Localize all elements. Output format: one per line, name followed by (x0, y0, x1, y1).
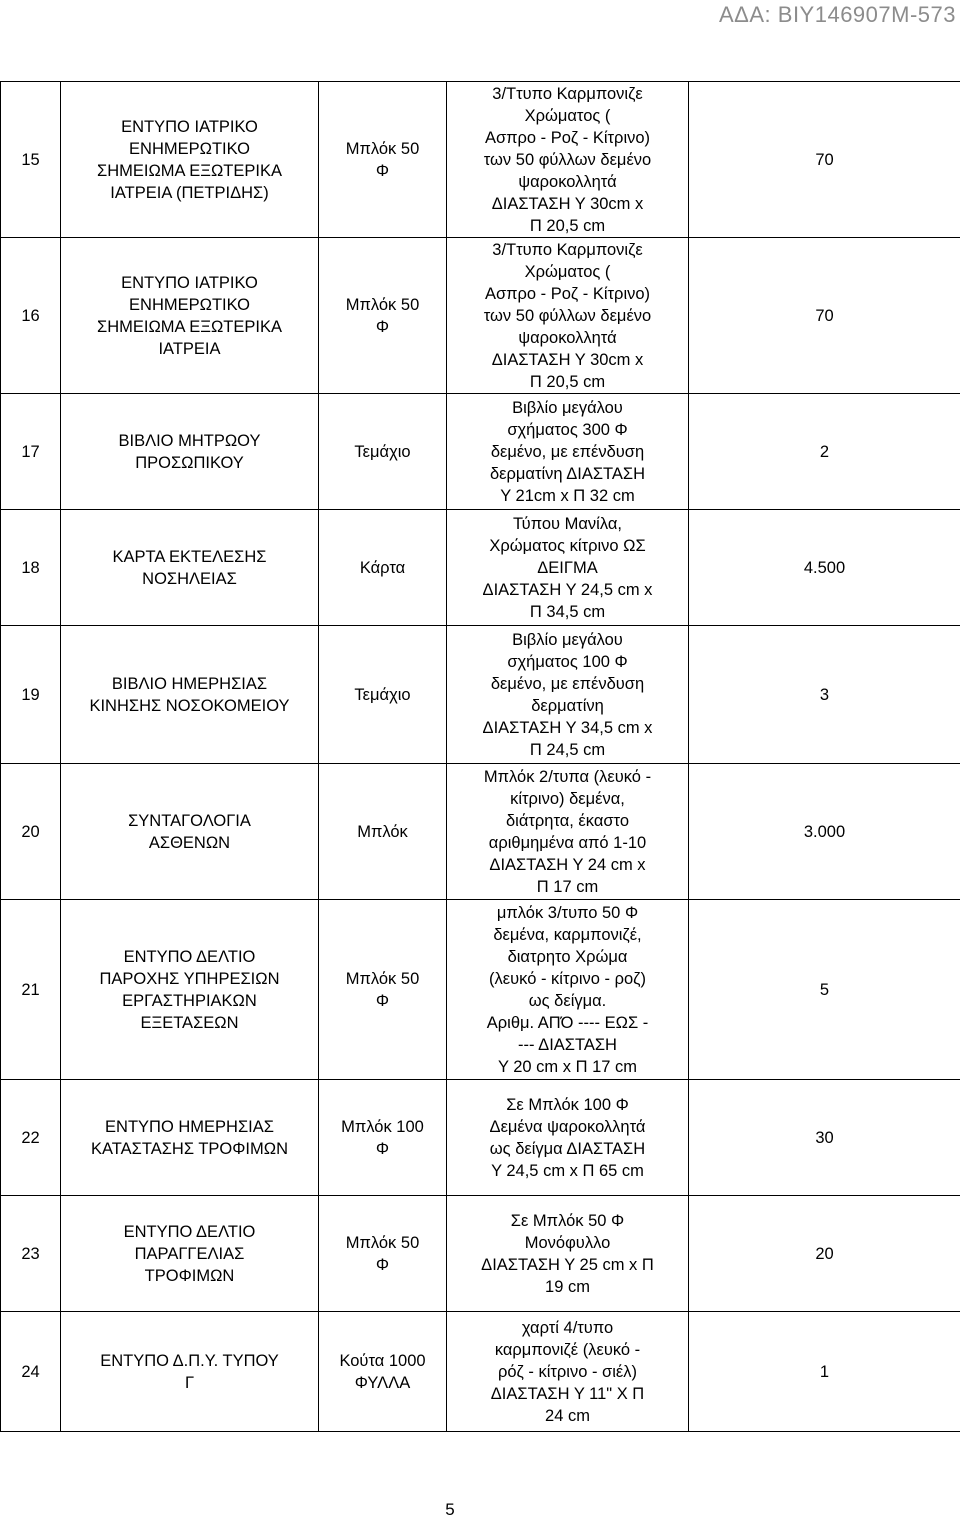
item-description: Τύπου Μανίλα, Χρώματος κίτρινο ΩΣ ΔΕΙΓΜΑ ΔΙΑΣΤΑΣΗ Υ 24,5 cm x Π 34,5 cm (447, 510, 689, 626)
item-unit: Κάρτα (319, 510, 447, 626)
item-description: μπλόκ 3/τυπο 50 Φ δεμένα, καρμπονιζέ, διατρητο Χρώμα (λευκό - κίτρινο - ροζ) ως δείγμα. Αριθμ. ΑΠΌ ---- ΕΩΣ - --- ΔΙΑΣΤΑΣΗ Υ 20 cm x Π 17 cm (447, 900, 689, 1080)
item-quantity: 20 (689, 1196, 960, 1312)
item-name: ΒΙΒΛΙΟ ΜΗΤΡΩΟΥ ΠΡΟΣΩΠΙΚΟΥ (61, 394, 319, 510)
item-unit: Μπλόκ 100 Φ (319, 1080, 447, 1196)
item-unit: Μπλόκ 50 Φ (319, 1196, 447, 1312)
row-number: 21 (1, 900, 61, 1080)
item-name: ΒΙΒΛΙΟ ΗΜΕΡΗΣΙΑΣ ΚΙΝΗΣΗΣ ΝΟΣΟΚΟΜΕΙΟΥ (61, 626, 319, 764)
item-name: ΕΝΤΥΠΟ ΔΕΛΤΙΟ ΠΑΡΑΓΓΕΛΙΑΣ ΤΡΟΦΙΜΩΝ (61, 1196, 319, 1312)
row-number: 16 (1, 238, 61, 394)
item-description: Σε Μπλόκ 50 Φ Μονόφυλλο ΔΙΑΣΤΑΣΗ Υ 25 cm x Π 19 cm (447, 1196, 689, 1312)
item-quantity: 5 (689, 900, 960, 1080)
item-description: Βιβλίο μεγάλου σχήματος 100 Φ δεμένο, με επένδυση δερματίνη ΔΙΑΣΤΑΣΗ Υ 34,5 cm x Π 24,5 cm (447, 626, 689, 764)
item-quantity: 3 (689, 626, 960, 764)
table-row (1, 900, 960, 1080)
item-description: Μπλόκ 2/τυπα (λευκό - κίτρινο) δεμένα, διάτρητα, έκαστο αριθμημένα από 1-10 ΔΙΑΣΤΑΣΗ Υ 24 cm x Π 17 cm (447, 764, 689, 900)
row-number: 15 (1, 82, 61, 238)
item-name: ΕΝΤΥΠΟ ΗΜΕΡΗΣΙΑΣ ΚΑΤΑΣΤΑΣΗΣ ΤΡΟΦΙΜΩΝ (61, 1080, 319, 1196)
items-table (0, 81, 960, 1432)
table-row (1, 764, 960, 900)
item-unit: Μπλόκ 50 Φ (319, 82, 447, 238)
item-name: ΕΝΤΥΠΟ ΔΕΛΤΙΟ ΠΑΡΟΧΗΣ ΥΠΗΡΕΣΙΩΝ ΕΡΓΑΣΤΗΡΙΑΚΩΝ ΕΞΕΤΑΣΕΩΝ (61, 900, 319, 1080)
item-unit: Μπλόκ (319, 764, 447, 900)
item-description: Σε Μπλόκ 100 Φ Δεμένα ψαροκολλητά ως δείγμα ΔΙΑΣΤΑΣΗ Υ 24,5 cm x Π 65 cm (447, 1080, 689, 1196)
item-unit: Μπλόκ 50 Φ (319, 238, 447, 394)
item-quantity: 1 (689, 1312, 960, 1432)
item-description: χαρτί 4/τυπο καρμπονιζέ (λευκό - ρόζ - κίτρινο - σιέλ) ΔΙΑΣΤΑΣΗ Υ 11" Χ Π 24 cm (447, 1312, 689, 1432)
item-description: Βιβλίο μεγάλου σχήματος 300 Φ δεμένο, με επένδυση δερματίνη ΔΙΑΣΤΑΣΗ Υ 21cm x Π 32 cm (447, 394, 689, 510)
item-quantity: 3.000 (689, 764, 960, 900)
table-row (1, 238, 960, 394)
item-unit: Τεμάχιο (319, 626, 447, 764)
row-number: 22 (1, 1080, 61, 1196)
item-unit: Κούτα 1000 ΦΥΛΛΑ (319, 1312, 447, 1432)
item-description: 3/Ττυπο Καρμπονιζε Χρώματος ( Ασπρο - Ροζ - Κίτρινο) των 50 φύλλων δεμένο ψαροκολλητά ΔΙΑΣΤΑΣΗ Υ 30cm x Π 20,5 cm (447, 82, 689, 238)
table-row (1, 1080, 960, 1196)
table-row (1, 626, 960, 764)
table-row (1, 510, 960, 626)
row-number: 19 (1, 626, 61, 764)
item-quantity: 70 (689, 238, 960, 394)
item-quantity: 4.500 (689, 510, 960, 626)
page-number: 5 (445, 1500, 455, 1519)
item-unit: Μπλόκ 50 Φ (319, 900, 447, 1080)
item-name: ΕΝΤΥΠΟ ΙΑΤΡΙΚΟ ΕΝΗΜΕΡΩΤΙΚΟ ΣΗΜΕΙΩΜΑ ΕΞΩΤΕΡΙΚΑ ΙΑΤΡΕΙΑ (ΠΕΤΡΙΔΗΣ) (61, 82, 319, 238)
row-number: 17 (1, 394, 61, 510)
row-number: 18 (1, 510, 61, 626)
item-quantity: 2 (689, 394, 960, 510)
table-row (1, 1196, 960, 1312)
item-name: ΕΝΤΥΠΟ ΙΑΤΡΙΚΟ ΕΝΗΜΕΡΩΤΙΚΟ ΣΗΜΕΙΩΜΑ ΕΞΩΤΕΡΙΚΑ ΙΑΤΡΕΙΑ (61, 238, 319, 394)
row-number: 20 (1, 764, 61, 900)
table-row (1, 1312, 960, 1432)
item-name: ΕΝΤΥΠΟ Δ.Π.Υ. ΤΥΠΟΥ Γ (61, 1312, 319, 1432)
item-description: 3/Ττυπο Καρμπονιζε Χρώματος ( Ασπρο - Ροζ - Κίτρινο) των 50 φύλλων δεμένο ψαροκολλητά ΔΙΑΣΤΑΣΗ Υ 30cm x Π 20,5 cm (447, 238, 689, 394)
table-row (1, 394, 960, 510)
item-unit: Τεμάχιο (319, 394, 447, 510)
item-quantity: 30 (689, 1080, 960, 1196)
row-number: 24 (1, 1312, 61, 1432)
table-row (1, 82, 960, 238)
item-name: ΚΑΡΤΑ ΕΚΤΕΛΕΣΗΣ ΝΟΣΗΛΕΙΑΣ (61, 510, 319, 626)
item-quantity: 70 (689, 82, 960, 238)
row-number: 23 (1, 1196, 61, 1312)
ada-header: ΑΔΑ: ΒΙΥ146907Μ-573 (719, 2, 956, 27)
item-name: ΣΥΝΤΑΓΟΛΟΓΙΑ ΑΣΘΕΝΩΝ (61, 764, 319, 900)
